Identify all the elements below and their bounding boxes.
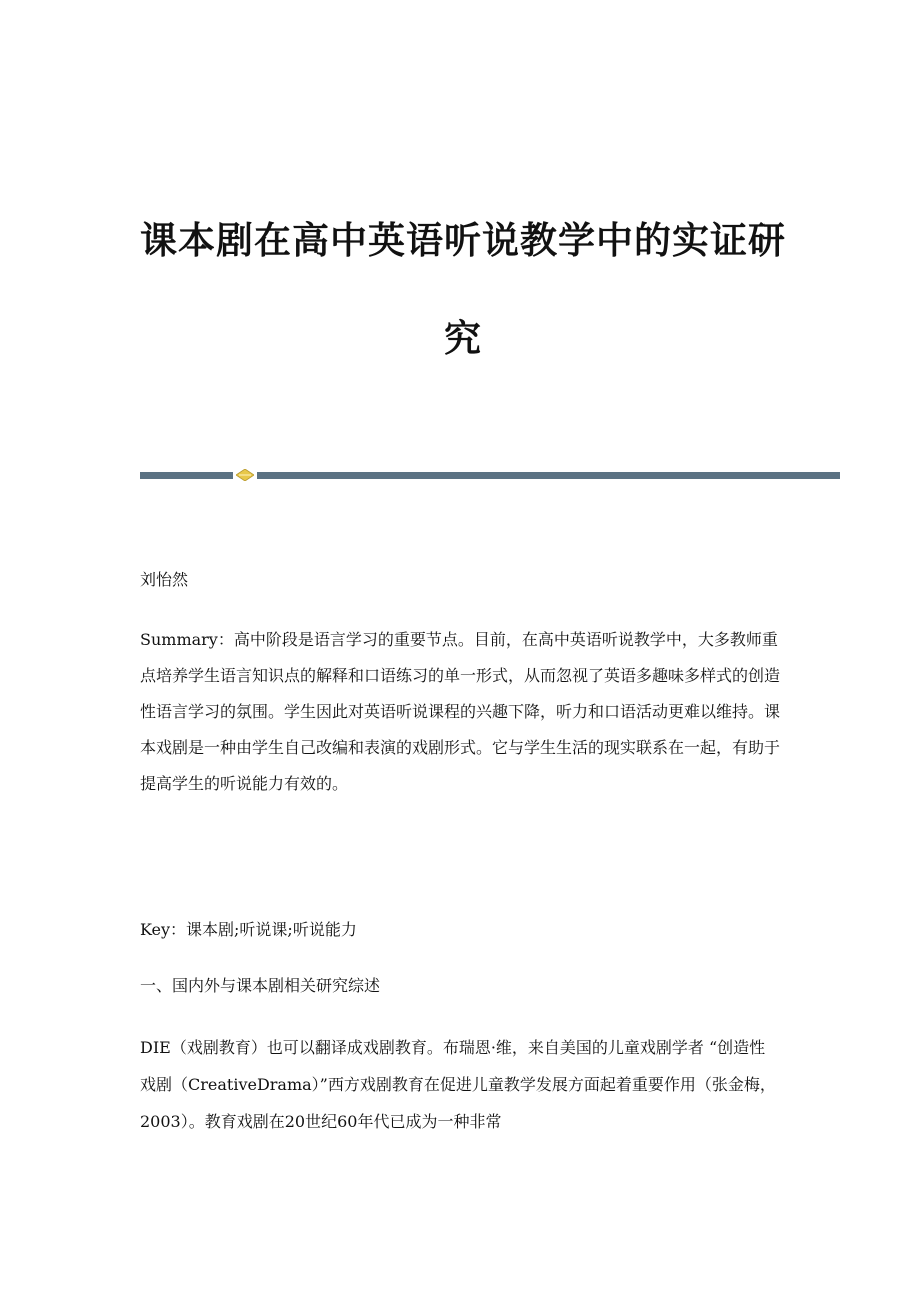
divider-bar-right [257,472,840,479]
title-divider [140,469,840,481]
divider-bar-left [140,472,233,479]
author-name: 刘怡然 [140,570,189,589]
document-title-line-1: 课本剧在高中英语听说教学中的实证研 [140,218,786,262]
document-title-line-2: 究 [444,316,482,360]
diamond-ornament-icon [236,469,254,481]
keywords: Key：课本剧;听说课;听说能力 [140,920,357,939]
section-heading: 一、国内外与课本剧相关研究综述 [140,976,381,995]
body-paragraph: DIE（戏剧教育）也可以翻译成戏剧教育。布瑞恩·维，来自美国的儿童戏剧学者 “创造性戏剧（CreativeDrama）”西方戏剧教育在促进儿童教学发展方面起着重要作用（张金梅，2003）。教育戏剧在20世纪60年代已成为一种非常 [140,1038,776,1131]
summary-paragraph: Summary：高中阶段是语言学习的重要节点。目前，在高中英语听说教学中，大多教师重点培养学生语言知识点的解释和口语练习的单一形式，从而忽视了英语多趣味多样式的创造性语言学习的氛围。学生因此对英语听说课程的兴趣下降，听力和口语活动更难以维持。课本戏剧是一种由学生自己改编和表演的戏剧形式。它与学生生活的现实联系在一起，有助于提高学生的听说能力有效的。 [140,630,781,793]
